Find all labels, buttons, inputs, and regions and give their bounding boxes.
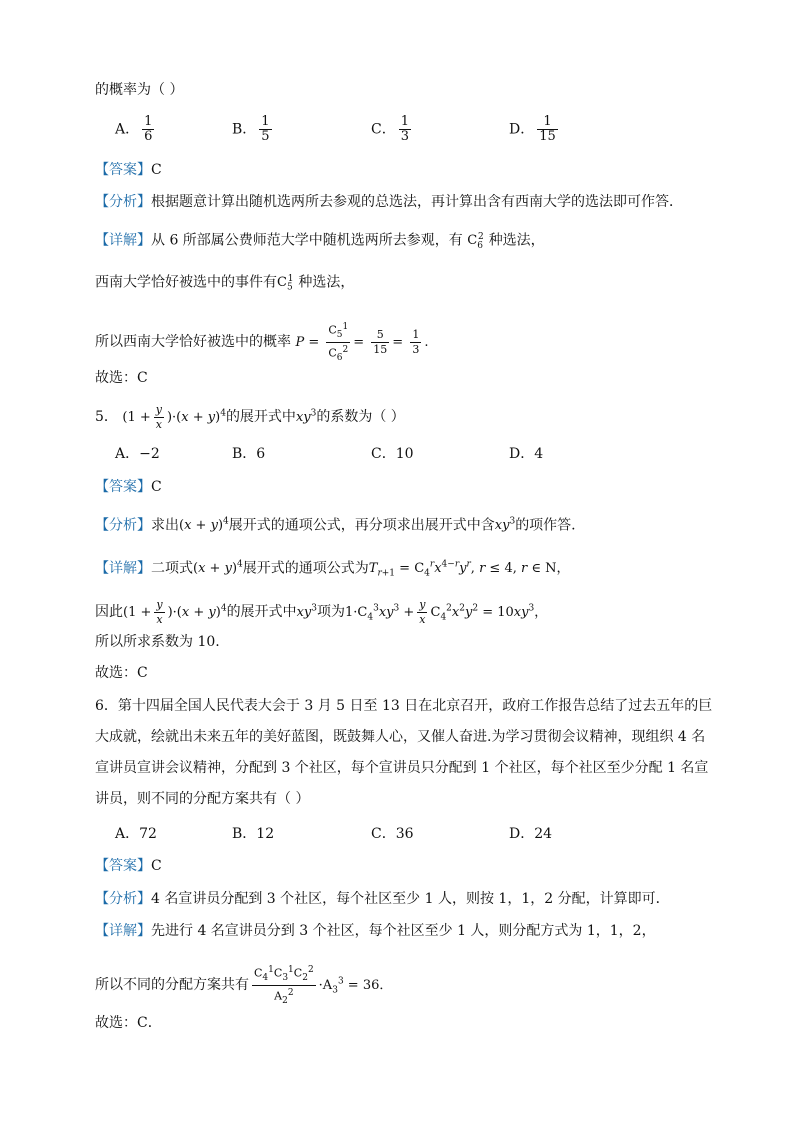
probability-formula: P = $\frac{C_5^1}{C_6^2}$ = $\frac{5}{15}$ = $\frac{1}{3}$ . — [295, 322, 429, 363]
q5-option-b[interactable]: B．6 — [232, 446, 266, 462]
q5-answer: 【答案】C — [95, 479, 162, 495]
q5-analysis: 【分析】求出$(x + y)^4$展开式的通项公式，再分项求出展开式中含$xy^3$的项作答. — [95, 517, 576, 534]
q4-option-a[interactable]: A． $\frac{1}{6}$ — [115, 114, 153, 144]
q6-stem-line1: 6．第十四届全国人民代表大会于 3 月 5 日至 13 日在北京召开，政府工作报告总结了过去五年的巨 — [95, 698, 713, 714]
q5-option-a[interactable]: A．−2 — [115, 446, 160, 462]
q6-stem-line3: 宣讲员宣讲会议精神，分配到 3 个社区，每个宣讲员只分配到 1 个社区，每个社区至少分配 1 名宣 — [95, 760, 709, 776]
q6-stem-line4: 讲员，则不同的分配方案共有（ ） — [95, 791, 310, 807]
q4-detail-line1: 【详解】从 6 所部属公费师范大学中随机选两所去参观，有 $C_6^2$ 种选法， — [95, 232, 545, 251]
q6-detail-line1: 【详解】先进行 4 名宣讲员分到 3 个社区，每个社区至少 1 人，则分配方式为 1，1，2， — [95, 923, 656, 939]
q4-conclusion: 故选：C — [95, 370, 148, 386]
q5-detail-line3: 所以所求系数为 10. — [95, 634, 220, 650]
q4-stem-tail: 的概率为（ ） — [95, 82, 184, 98]
q4-analysis: 【分析】根据题意计算出随机选两所去参观的总选法，再计算出含有西南大学的选法即可作答． — [95, 194, 683, 210]
q4-detail-line2: 西南大学恰好被选中的事件有$C_5^1$ 种选法， — [95, 274, 355, 293]
q4-detail-line3: 所以西南大学恰好被选中的概率 P = $\frac{C_5^1}{C_6^2}$ = $\frac{5}{15}$ = $\frac{1}{3}$ . — [95, 322, 429, 363]
q5-option-d[interactable]: D．4 — [509, 446, 544, 462]
q4-option-c[interactable]: C． $\frac{1}{3}$ — [371, 114, 409, 144]
q6-detail-line2: 所以不同的分配方案共有 $\frac{C_4^1C_3^1C_2^2}{A_2^2}$ $\cdot A_3^3 = 36$． — [95, 965, 393, 1006]
q6-stem-line2: 大成就，绘就出未来五年的美好蓝图，既鼓舞人心，又催人奋进.为学习贯彻会议精神，现组织 4 名 — [95, 729, 706, 745]
general-term-formula: $T_{r+1} = C_4^rx^{4-r}y^r$, r ≤ 4, r ∈ N， — [368, 560, 570, 579]
q5-stem: 5． (1 + $\frac{y}{x}$ )$\cdot(x + y)^4$的展开式中$xy^3$的系数为（ ） — [95, 403, 405, 431]
q4-answer: 【答案】C — [95, 162, 162, 178]
coefficient-computation: $1\cdot C_4^3xy^3$ + $\frac{y}{x}$ $C_4^2x^2y^2 = 10xy^3$， — [344, 598, 548, 626]
q4-option-b[interactable]: B． $\frac{1}{5}$ — [232, 114, 270, 144]
q5-detail-line2: 因此(1 + $\frac{y}{x}$ )$\cdot(x + y)^4$的展开式中$xy^3$项为$1\cdot C_4^3xy^3$ + $\frac{y}{x}$ $C_4^2x^2y^2 = 10xy^3$， — [95, 598, 548, 626]
q6-option-c[interactable]: C．36 — [371, 826, 414, 842]
combination-c-5-1: $C_5^1$ — [277, 274, 294, 293]
q6-option-b[interactable]: B．12 — [232, 826, 275, 842]
q6-option-d[interactable]: D．24 — [509, 826, 553, 842]
q5-option-c[interactable]: C．10 — [371, 446, 414, 462]
q5-conclusion: 故选：C — [95, 665, 148, 681]
q6-answer: 【答案】C — [95, 858, 162, 874]
q6-analysis: 【分析】4 名宣讲员分配到 3 个社区，每个社区至少 1 人，则按 1，1，2 分配，计算即可． — [95, 891, 670, 907]
combination-c-6-2: $C_6^2$ — [467, 232, 484, 251]
q6-option-a[interactable]: A．72 — [115, 826, 157, 842]
distribution-formula: $\frac{C_4^1C_3^1C_2^2}{A_2^2}$ $\cdot A_3^3 = 36$． — [254, 965, 393, 1006]
q5-expression: (1 + $\frac{y}{x}$ )$\cdot(x + y)^4$ — [122, 403, 226, 431]
q6-conclusion: 故选：C． — [95, 1015, 162, 1031]
q5-detail-line1: 【详解】二项式$(x + y)^4$展开式的通项公式为$T_{r+1} = C_4^rx^{4-r}y^r$, r ≤ 4, r ∈ N， — [95, 560, 570, 579]
q4-option-d[interactable]: D． $\frac{1}{15}$ — [509, 114, 556, 144]
